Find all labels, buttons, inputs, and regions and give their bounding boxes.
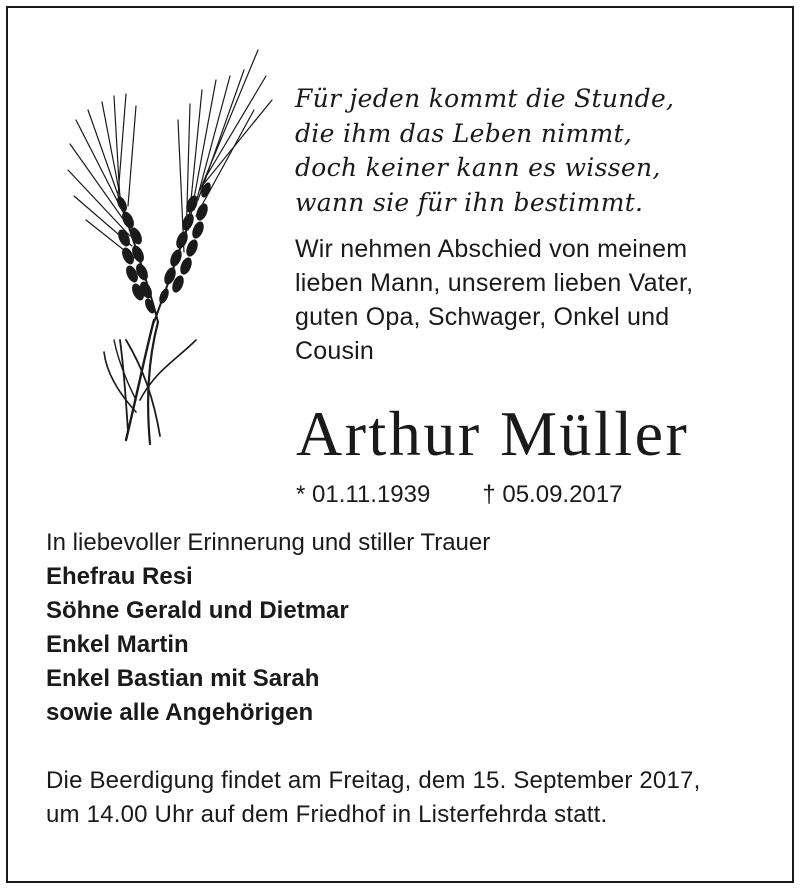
- poem-line: die ihm das Leben nimmt,: [295, 118, 633, 148]
- funeral-notice: [46, 764, 700, 832]
- farewell-line: Cousin: [295, 337, 375, 365]
- farewell-line: Wir nehmen Abschied von meinem: [295, 235, 688, 263]
- farewell-line: guten Opa, Schwager, Onkel und: [295, 303, 670, 331]
- obituary-card: [6, 6, 794, 883]
- poem-line: doch keiner kann es wissen,: [295, 153, 661, 182]
- mourner-name: Enkel Bastian mit Sarah: [46, 665, 320, 692]
- farewell-text: [295, 232, 693, 368]
- mourners-intro: In liebevoller Erinnerung und stiller Trauer: [46, 529, 491, 556]
- poem-verse: [295, 82, 674, 220]
- mourner-name: sowie alle Angehörigen: [46, 699, 314, 726]
- poem-line: Für jeden kommt die Stunde,: [295, 84, 675, 113]
- funeral-line: um 14.00 Uhr auf dem Friedhof in Listerfehrda statt.: [46, 801, 608, 828]
- wheat-ears-icon: [66, 40, 276, 460]
- mourner-name: Söhne Gerald und Dietmar: [46, 597, 349, 624]
- life-dates: [296, 480, 622, 510]
- mourner-name: Enkel Martin: [46, 631, 189, 658]
- deceased-name: Arthur Müller: [296, 398, 690, 469]
- poem-line: wann sie für ihn bestimmt.: [295, 187, 644, 217]
- funeral-line: Die Beerdigung findet am Freitag, dem 15. September 2017,: [46, 767, 701, 794]
- farewell-line: lieben Mann, unserem lieben Vater,: [295, 269, 694, 297]
- mourner-name: Ehefrau Resi: [46, 563, 193, 590]
- death-date: † 05.09.2017: [482, 481, 623, 508]
- birth-date: * 01.11.1939: [296, 481, 431, 508]
- mourners-list: [46, 526, 490, 730]
